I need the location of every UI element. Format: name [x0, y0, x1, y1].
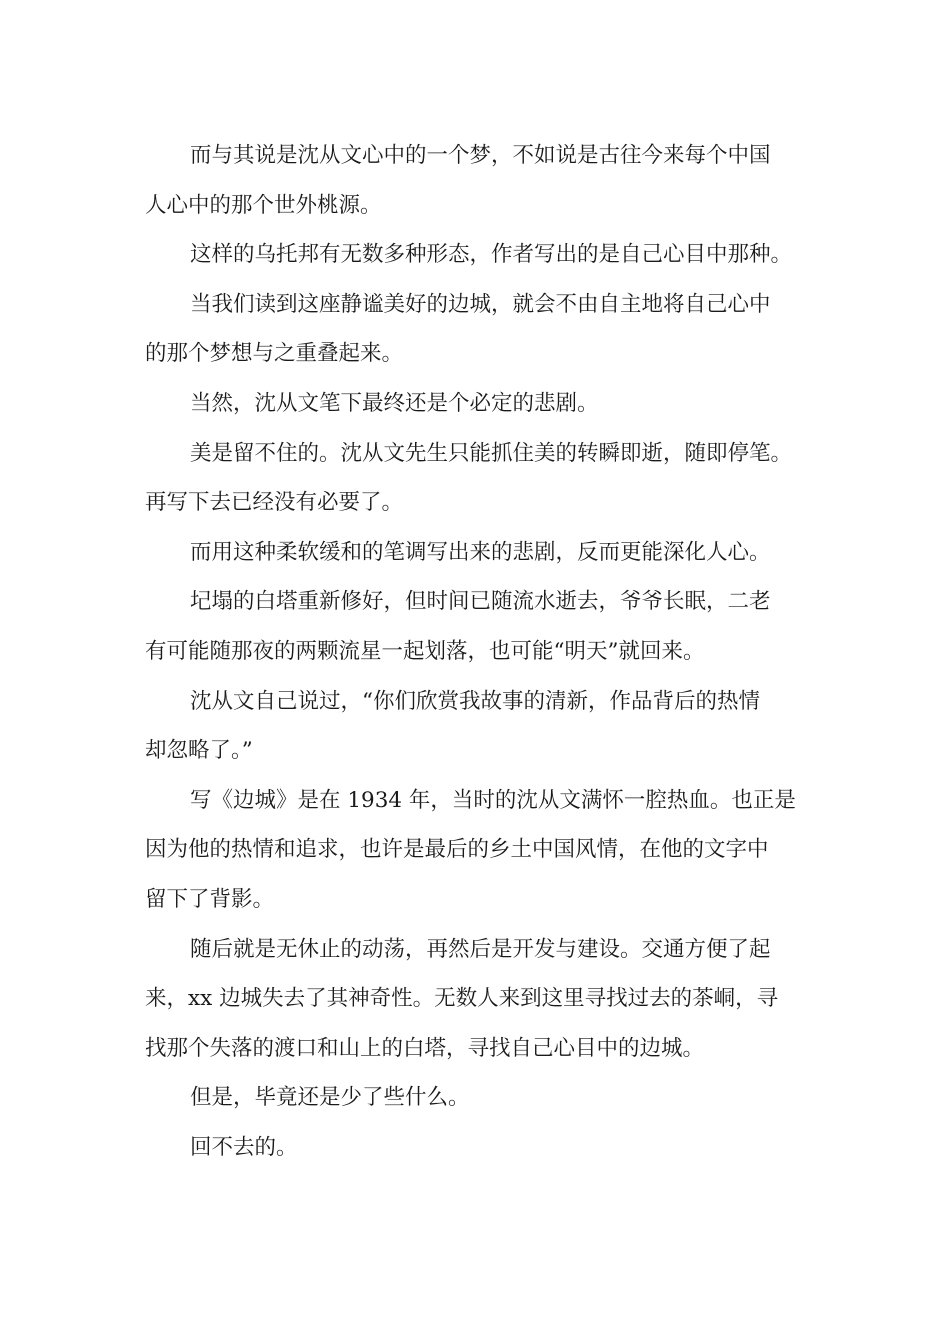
paragraph-line: 的那个梦想与之重叠起来。: [145, 341, 404, 367]
paragraph: [145, 925, 810, 1074]
paragraph: [145, 1123, 810, 1173]
paragraph: [145, 577, 810, 676]
paragraph: [145, 429, 810, 528]
paragraph: [145, 131, 810, 230]
paragraph: [145, 379, 810, 429]
paragraph-line: 美是留不住的。沈从文先生只能抓住美的转瞬即逝，随即停笔。: [190, 440, 793, 466]
paragraph-line: 再写下去已经没有必要了。: [145, 490, 404, 516]
paragraph: [145, 1073, 810, 1123]
paragraph-line: 圮塌的白塔重新修好，但时间已随流水逝去，爷爷长眠，二老: [190, 589, 771, 615]
paragraph-line: 当我们读到这座静谧美好的边城，就会不由自主地将自己心中: [190, 291, 771, 317]
paragraph: [145, 776, 810, 925]
paragraph-line: 有可能随那夜的两颗流星一起划落，也可能“明天”就回来。: [145, 638, 705, 664]
paragraph-line: 留下了背影。: [145, 886, 275, 912]
paragraph-line: 随后就是无休止的动荡，再然后是开发与建设。交通方便了起: [190, 936, 771, 962]
paragraph-line: 来，xx 边城失去了其神奇性。无数人来到这里寻找过去的茶峒，寻: [145, 986, 779, 1012]
paragraph-line: 人心中的那个世外桃源。: [145, 192, 382, 218]
paragraph-line: 这样的乌托邦有无数多种形态，作者写出的是自己心目中那种。: [190, 242, 793, 268]
paragraph-line: 写《边城》是在 1934 年，当时的沈从文满怀一腔热血。也正是: [190, 787, 796, 813]
paragraph-line: 而与其说是沈从文心中的一个梦，不如说是古往今来每个中国: [190, 143, 771, 168]
document-body: [145, 131, 810, 1172]
paragraph-line: 因为他的热情和追求，也许是最后的乡土中国风情，在他的文字中: [145, 837, 769, 863]
paragraph-line: 沈从文自己说过，“你们欣赏我故事的清新，作品背后的热情: [190, 688, 760, 714]
paragraph: [145, 230, 810, 280]
paragraph: [145, 528, 810, 578]
paragraph-line: 回不去的。: [190, 1134, 298, 1160]
paragraph-line: 但是，毕竟还是少了些什么。: [190, 1085, 470, 1111]
paragraph-line: 而用这种柔软缓和的笔调写出来的悲剧，反而更能深化人心。: [190, 539, 771, 565]
paragraph-line: 找那个失落的渡口和山上的白塔，寻找自己心目中的边城。: [145, 1035, 705, 1061]
paragraph-line: 当然，沈从文笔下最终还是个必定的悲剧。: [190, 390, 599, 416]
paragraph: [145, 677, 810, 776]
paragraph: [145, 280, 810, 379]
paragraph-line: 却忽略了。”: [145, 738, 253, 764]
